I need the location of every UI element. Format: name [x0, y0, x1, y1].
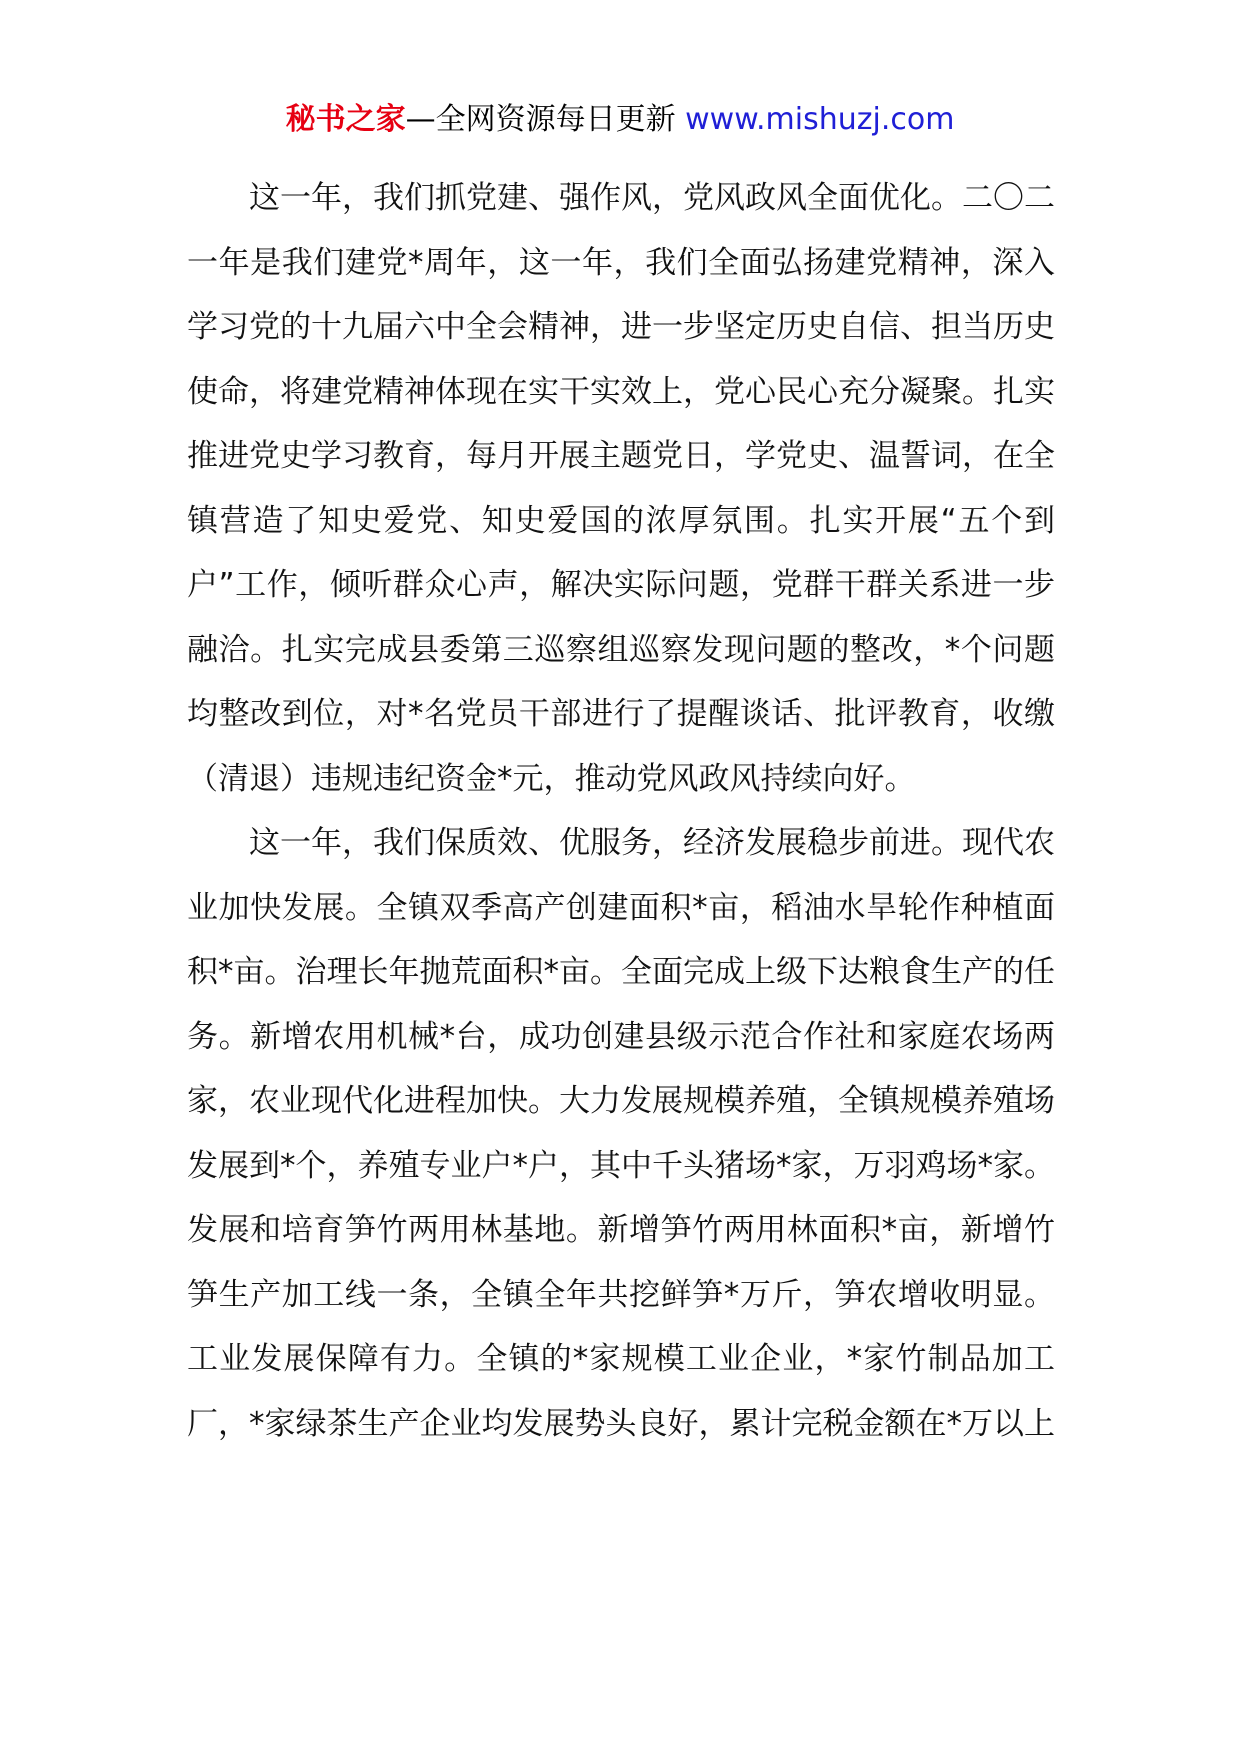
paragraph-party-building: 这一年，我们抓党建、强作风，党风政风全面优化。二〇二一年是我们建党*周年，这一年，我们全面弘扬建党精神，深入学习党的十九届六中全会精神，进一步坚定历史自信、担当历史使命，将建党精神体现在实干实效上，党心民心充分凝聚。扎实推进党史学习教育，每月开展主题党日，学党史、温誓词，在全镇营造了知史爱党、知史爱国的浓厚氛围。扎实开展“五个到户”工作，倾听群众心声，解决实际问题，党群干群关系进一步融洽。扎实完成县委第三巡察组巡察发现问题的整改，*个问题均整改到位，对*名党员干部进行了提醒谈话、批评教育，收缴（清退）违规违纪资金*元，推动党风政风持续向好。 — [187, 180, 1055, 797]
site-brand: 秘书之家 — [285, 102, 406, 137]
site-url-link[interactable]: www.mishuzj.com — [685, 102, 955, 137]
site-slogan: —全网资源每日更新 — [405, 102, 676, 137]
paragraph-economic-development: 这一年，我们保质效、优服务，经济发展稳步前进。现代农业加快发展。全镇双季高产创建面积*亩，稻油水旱轮作种植面积*亩。治理长年抛荒面积*亩。全面完成上级下达粮食生产的任务。新增农用机械*台，成功创建县级示范合作社和家庭农场两家，农业现代化进程加快。大力发展规模养殖，全镇规模养殖场发展到*个，养殖专业户*户，其中千头猪场*家，万羽鸡场*家。发展和培育笋竹两用林基地。新增笋竹两用林面积*亩，新增竹笋生产加工线一条，全镇全年共挖鲜笋*万斤，笋农增收明显。工业发展保障有力。全镇的*家规模工业企业，*家竹制品加工厂，*家绿茶生产企业均发展势头良好，累计完税金额在*万以上 — [187, 825, 1055, 1442]
site-header — [0, 98, 1240, 142]
document-body — [187, 166, 1055, 1456]
